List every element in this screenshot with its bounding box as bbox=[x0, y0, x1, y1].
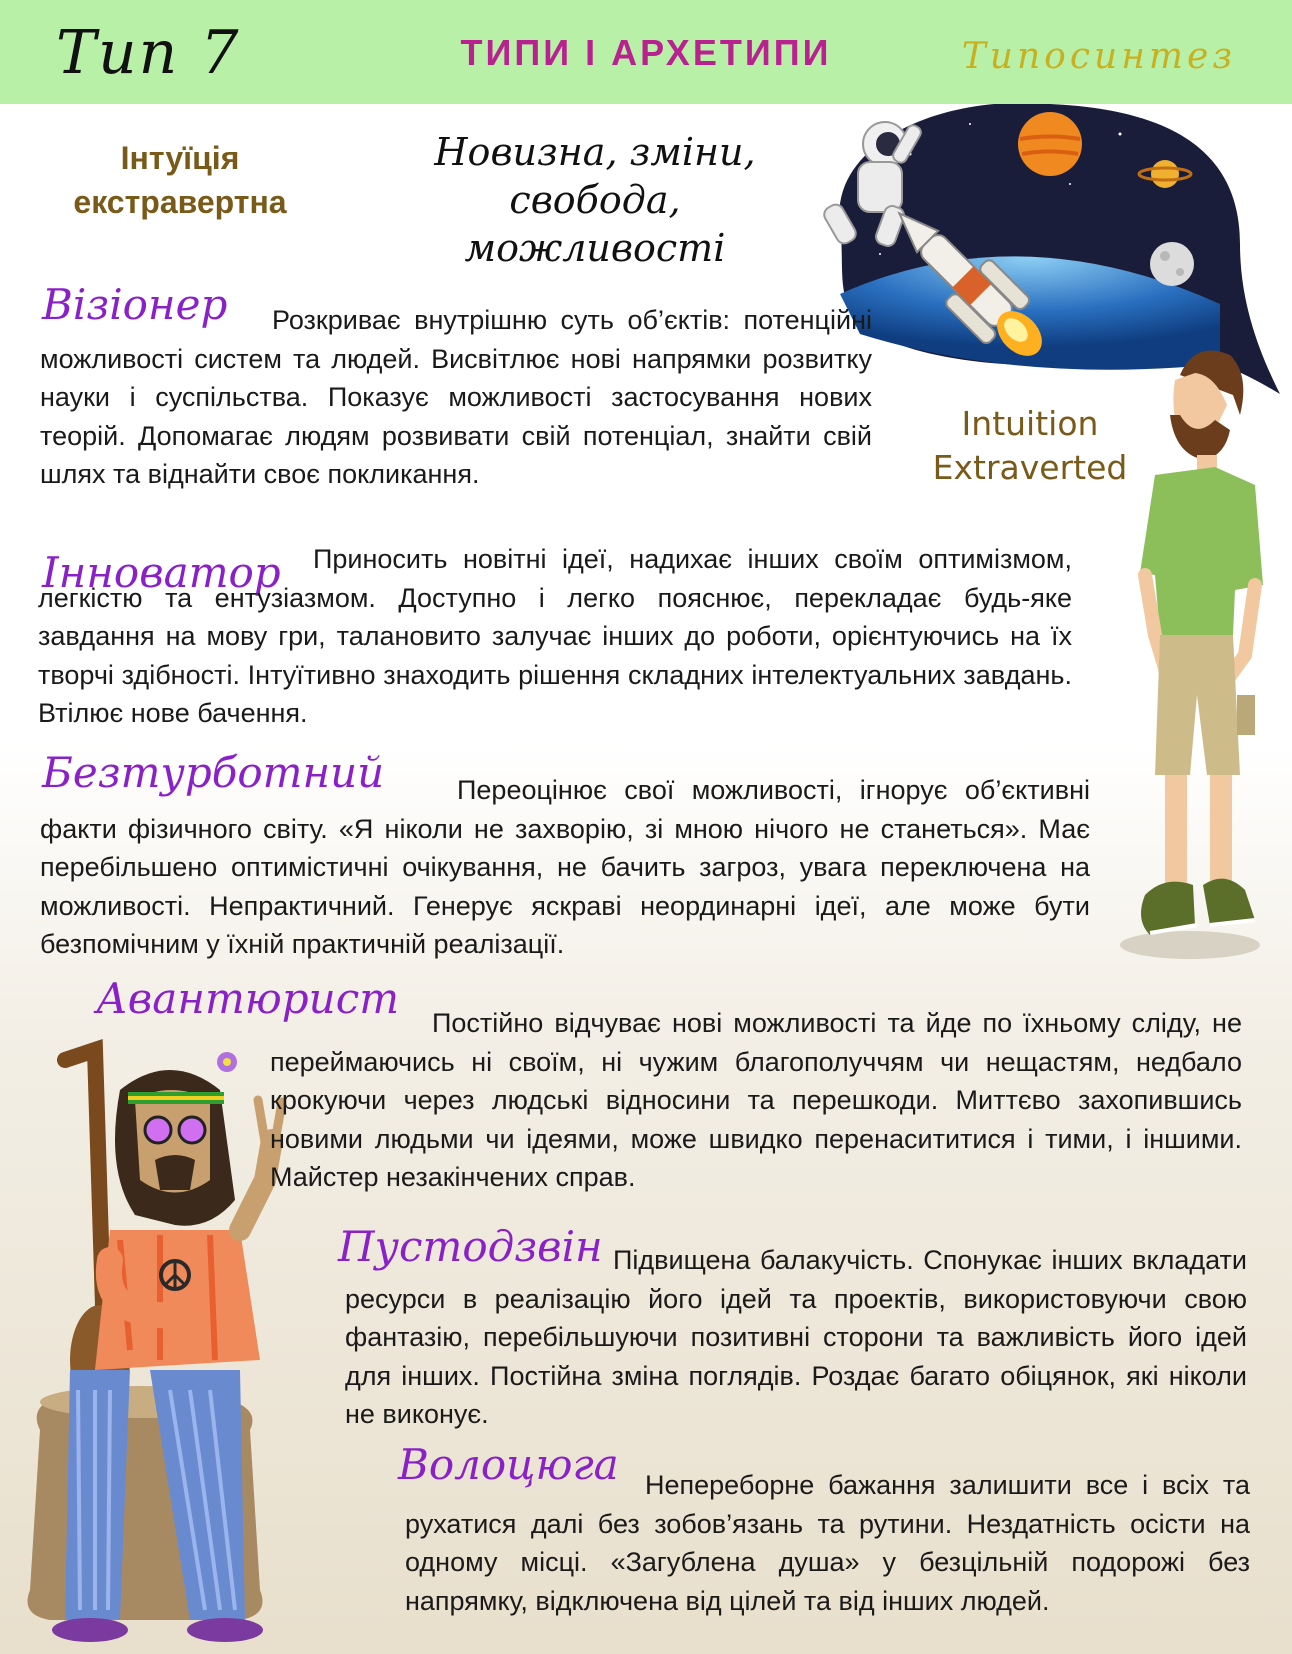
subtitle-english: Intuition Extraverted bbox=[932, 404, 1128, 487]
archetype-name-innovator: Інноватор bbox=[42, 548, 281, 597]
archetype-text-chatterbox-content: Підвищена балакучість. Спонукає інших вкладати ресурси в реалізацію його ідей та проектів, використовуючи свою фантазію, перебільшуючи позитивні сторони та важливість його ідей для інших. Постійна зміна поглядів. Роздає багато обіцянок, які ніколи не виконує. bbox=[345, 1245, 1247, 1429]
archetype-text-adventurer bbox=[270, 1004, 1242, 1197]
archetype-name-visionary: Візіонер bbox=[42, 280, 228, 329]
hippie-illustration bbox=[10, 1030, 310, 1650]
archetype-name-chatterbox: Пустодзвін bbox=[338, 1222, 603, 1271]
slogan: Новизна, зміни, свобода, можливості bbox=[434, 130, 756, 270]
page-header bbox=[0, 0, 1292, 104]
archetype-text-visionary-content: Розкриває внутрішню суть об’єктів: потенційні можливості систем та людей. Висвітлює нові напрямки розвитку науки і суспільства. Показує можливості застосування нових теорій. Допомагає людям розвивати свій потенціал, знайти свій шлях та віднайти своє покликання. bbox=[40, 305, 872, 489]
brand-logo: Типосинтез bbox=[961, 36, 1236, 77]
archetype-text-wanderer-content: Непереборне бажання залишити все і всіх та рухатися далі без зобов’язань та рутини. Нездатність осісти на одному місці. «Загублена душа» у безцільній подорожі без напрямку, відключена від цілей та від інших людей. bbox=[405, 1470, 1250, 1616]
subtitle-ukrainian: Інтуїція екстравертна bbox=[73, 140, 287, 220]
archetype-name-carefree: Безтурботний bbox=[42, 748, 385, 797]
page-title: ТИПИ І АРХЕТИПИ bbox=[460, 32, 832, 73]
planet-icon bbox=[1018, 112, 1082, 176]
archetype-text-adventurer-content: Постійно відчуває нові можливості та йде по їхньому сліду, не переймаючись ні своїм, ні чужим благополуччям чи нещастям, недбало крокуючи через людські відносини та перешкоди. Миттєво захопившись новими людьми чи ідеями, може швидко перенасититися і тими, і іншими. Майстер незакінчених справ. bbox=[270, 1008, 1242, 1192]
archetype-text-innovator-content: Приносить новітні ідеї, надихає інших своїм оптимізмом, легкістю та ентузіазмом. Доступно і легко пояснює, перекладає будь-яке завдання на мову гри, талановито залучає інших до роботи, орієнтуючись на їх творчі здібності. Інтуїтивно знаходить рішення складних інтелектуальних завдань. Втілює нове бачення. bbox=[38, 544, 1072, 728]
archetype-text-visionary bbox=[40, 301, 872, 494]
archetype-name-adventurer: Авантюрист bbox=[96, 974, 400, 1023]
archetype-text-carefree-content: Переоцінює свої можливості, ігнорує об’єктивні факти фізичного світу. «Я ніколи не захворію, зі мною нічого не станеться». Має перебільшено оптимістичні очікування, не бачить загроз, увага переключена на можливості. Непрактичний. Генерує яскраві неординарні ідеї, але може бути безпомічним у їхній практичній реалізації. bbox=[40, 775, 1090, 959]
archetype-text-carefree bbox=[40, 771, 1090, 964]
archetype-text-wanderer bbox=[405, 1466, 1250, 1620]
archetype-text-innovator bbox=[38, 540, 1072, 733]
archetype-name-wanderer: Волоцюга bbox=[398, 1440, 619, 1489]
archetype-text-chatterbox bbox=[345, 1241, 1247, 1434]
type-label: Тип 7 bbox=[56, 18, 241, 88]
